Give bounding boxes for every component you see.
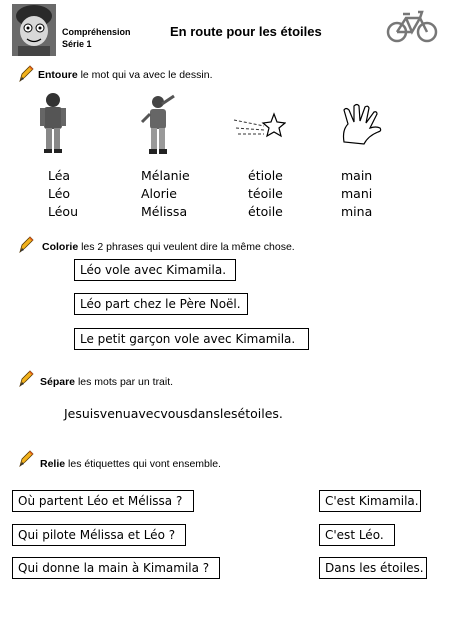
word-lea[interactable]: Léa [48, 168, 71, 183]
girl-drawing [140, 94, 180, 161]
instruction-colorie: Colorie les 2 phrases qui veulent dire la même chose. [42, 241, 295, 253]
boy-drawing [38, 92, 68, 159]
answer-box-2[interactable]: C'est Léo. [319, 524, 395, 546]
word-mani[interactable]: mani [341, 186, 373, 201]
word-leou[interactable]: Léou [48, 204, 79, 219]
word-teoile[interactable]: téoile [248, 186, 283, 201]
question-box-1[interactable]: Où partent Léo et Mélissa ? [12, 490, 194, 512]
header-series: Série 1 [62, 39, 92, 49]
word-melanie[interactable]: Mélanie [141, 168, 190, 183]
page-title: En route pour les étoiles [170, 24, 322, 39]
answer-box-1[interactable]: C'est Kimamila. [319, 490, 421, 512]
word-mina[interactable]: mina [341, 204, 373, 219]
sentence-box-2[interactable]: Léo part chez le Père Noël. [74, 293, 248, 315]
word-alorie[interactable]: Alorie [141, 186, 177, 201]
bicycle-icon [386, 8, 438, 49]
question-box-2[interactable]: Qui pilote Mélissa et Léo ? [12, 524, 186, 546]
instruction-entoure: Entoure le mot qui va avec le dessin. [38, 69, 213, 81]
sentence-box-1[interactable]: Léo vole avec Kimamila. [74, 259, 236, 281]
pencil-icon [18, 65, 34, 83]
hand-drawing [338, 102, 386, 151]
word-main[interactable]: main [341, 168, 373, 183]
header-label: Compréhension [62, 27, 131, 37]
child-portrait-image [12, 4, 56, 56]
sentence-box-3[interactable]: Le petit garçon vole avec Kimamila. [74, 328, 309, 350]
word-melissa[interactable]: Mélissa [141, 204, 188, 219]
question-box-3[interactable]: Qui donne la main à Kimamila ? [12, 557, 220, 579]
pencil-icon [18, 450, 34, 468]
shooting-star-drawing [232, 108, 286, 147]
pencil-icon [18, 370, 34, 388]
pencil-icon [18, 236, 34, 254]
instruction-relie: Relie les étiquettes qui vont ensemble. [40, 458, 221, 470]
word-leo[interactable]: Léo [48, 186, 71, 201]
word-etiole[interactable]: étiole [248, 168, 283, 183]
unspaced-sentence[interactable]: Jesuisvenuavecvousdanslesétoiles. [64, 406, 283, 421]
instruction-separe: Sépare les mots par un trait. [40, 376, 174, 388]
word-etoile[interactable]: étoile [248, 204, 283, 219]
answer-box-3[interactable]: Dans les étoiles. [319, 557, 427, 579]
